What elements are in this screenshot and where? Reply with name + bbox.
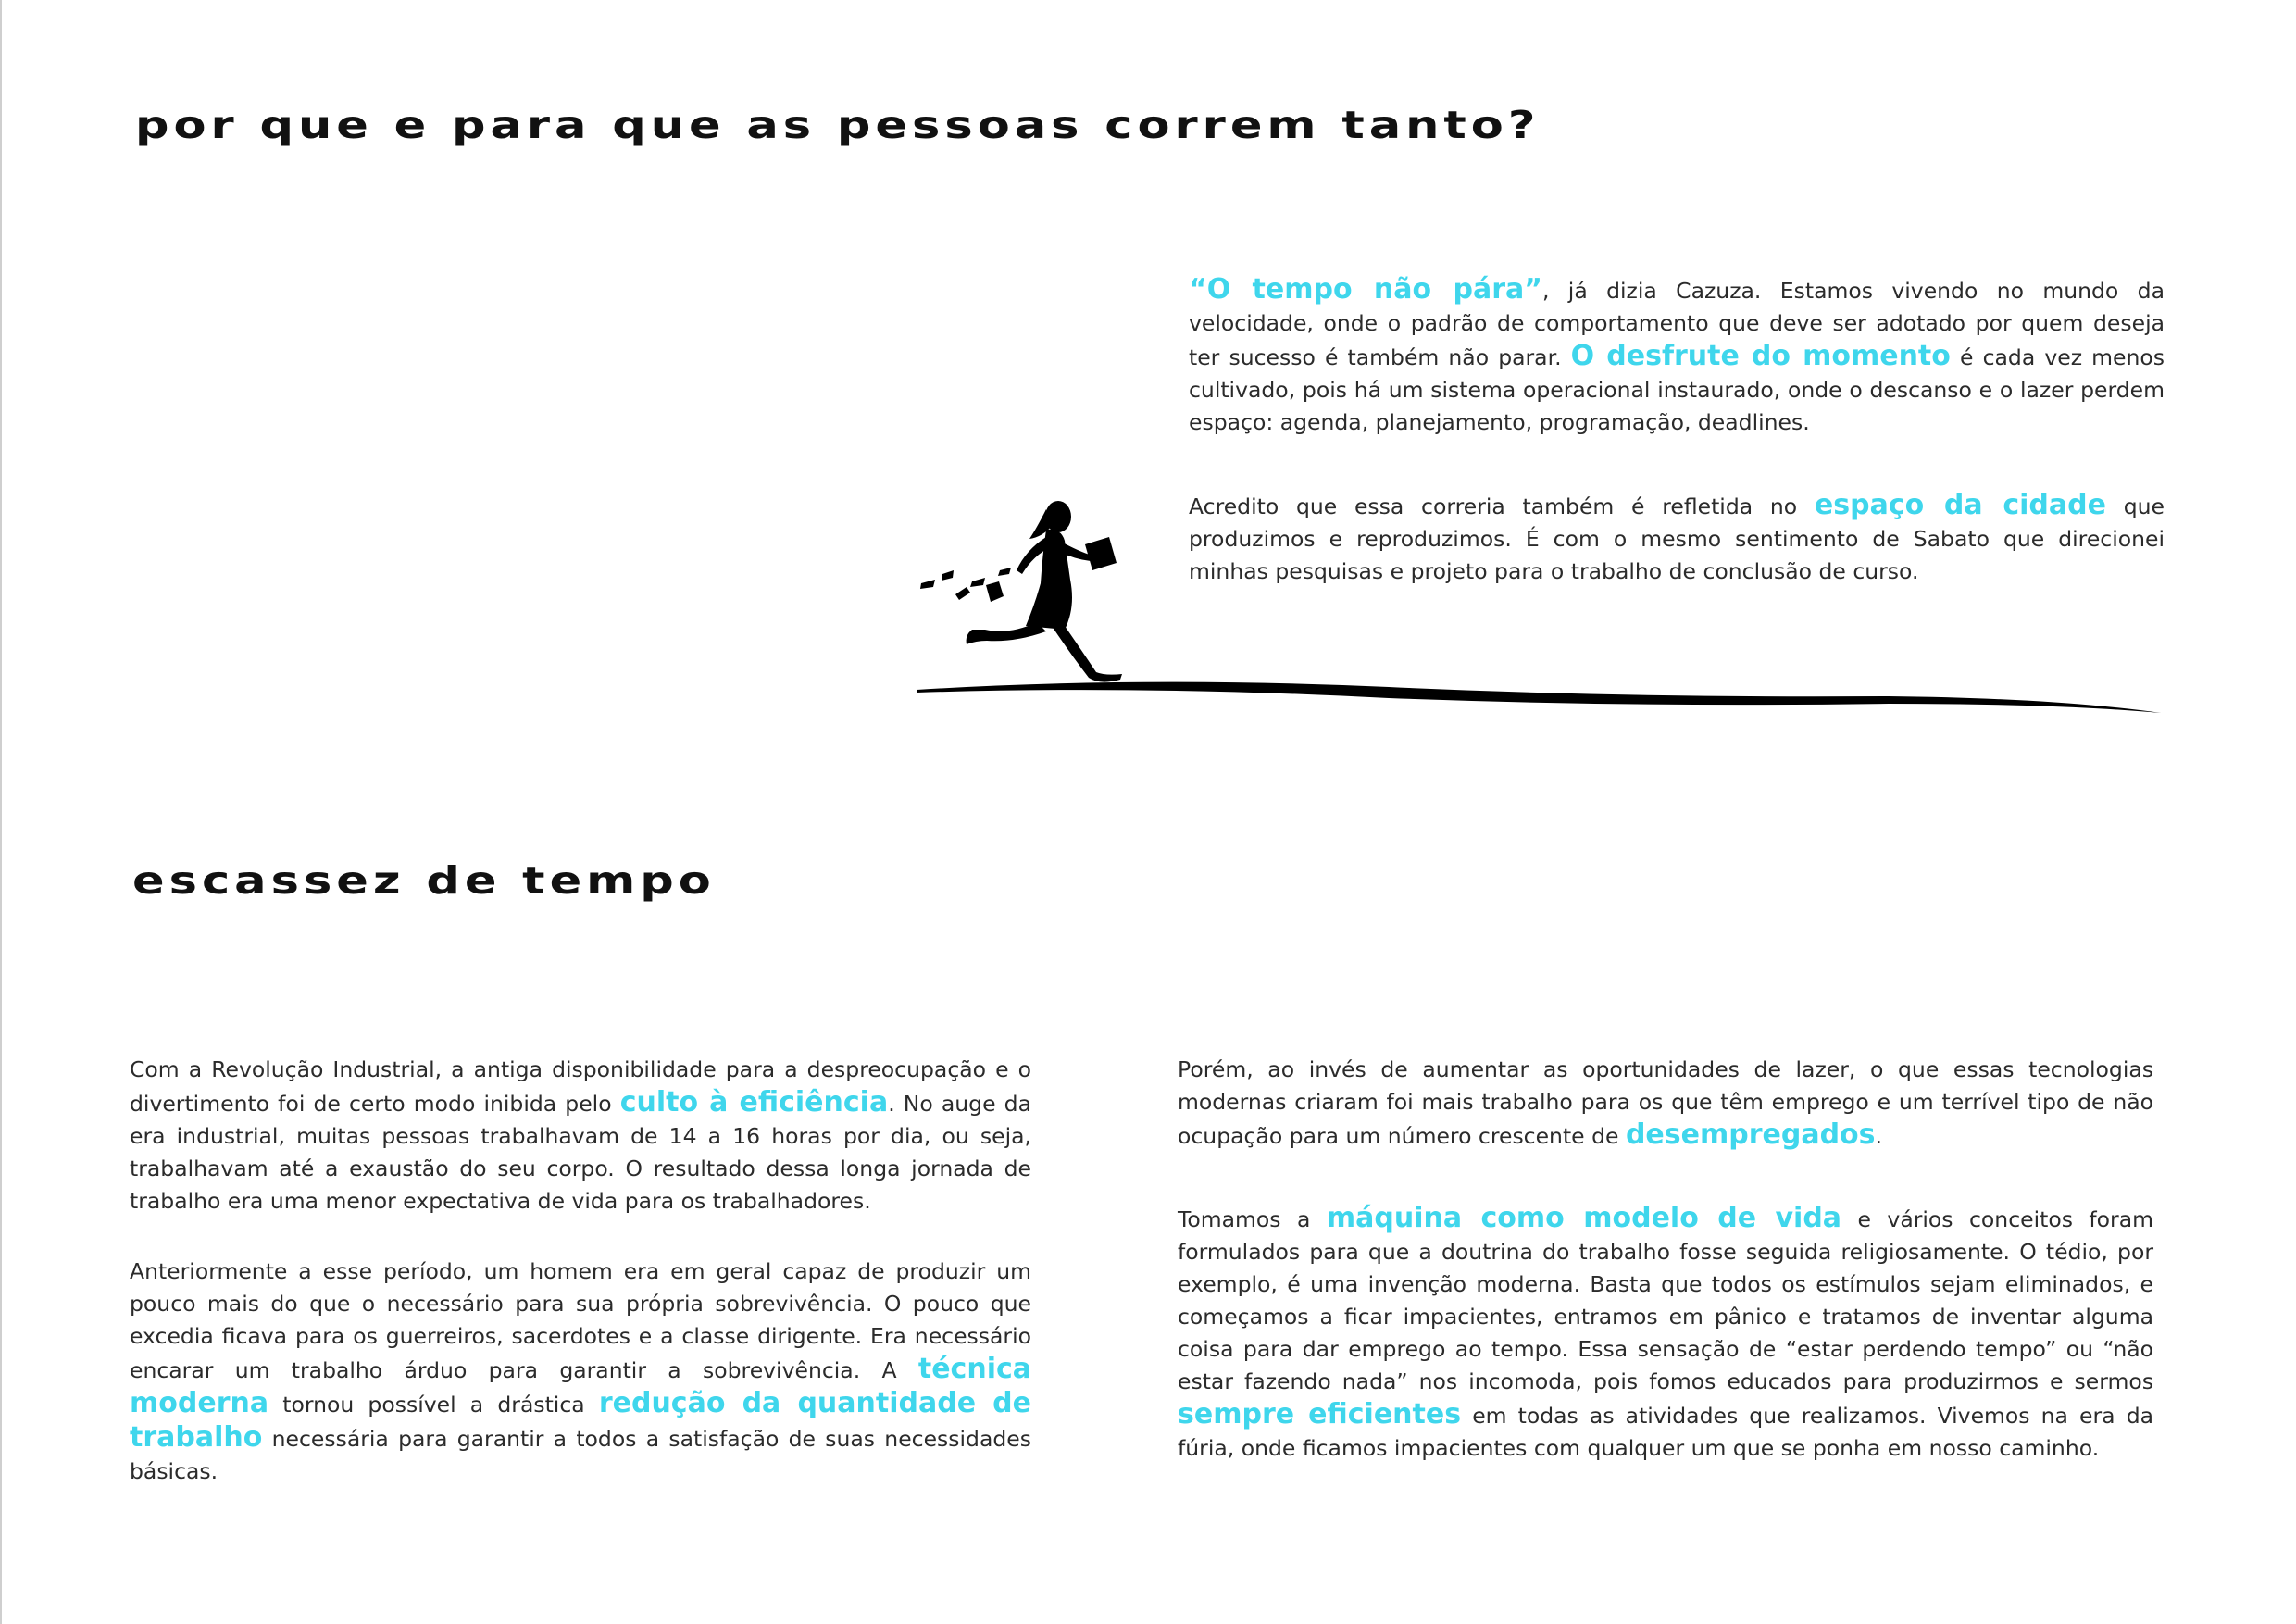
highlight-reducao-da-quantidade-de-trabalho: redução da quantidade de trabalho — [130, 1387, 1031, 1454]
right-p1-text-1: Porém, ao invés de aumentar as oportunidades de lazer, o que essas tecnologias modernas criaram foi mais trabalho para os que têm emprego e um terrível tipo de não ocupação para um número crescente de — [1178, 1056, 2153, 1149]
intro-paragraph-1 — [1189, 273, 2165, 439]
section-left-paragraph-2 — [130, 1255, 1031, 1488]
paper-1-icon — [920, 580, 935, 589]
highlight-espaco-da-cidade: espaço da cidade — [1814, 489, 2106, 521]
highlight-o-tempo-nao-para: “O tempo não pára” — [1189, 273, 1542, 306]
paper-2-icon — [942, 570, 954, 581]
paper-6-icon — [998, 568, 1011, 576]
highlight-tecnica-moderna: técnica moderna — [130, 1353, 1031, 1419]
right-p1-text-2: . — [1875, 1123, 1882, 1149]
left-p1-text-2: . No auge da era industrial, muitas pessoas trabalhavam de 14 a 16 horas por dia, ou seja, trabalhavam até a exaustão do seu corpo. O resultado dessa longa jornada de trabalho era uma menor expectativa de vida para os trabalhadores. — [130, 1091, 1032, 1214]
left-p1-text-1: Com a Revolução Industrial, a antiga disponibilidade para a despreocupação e o divertimento foi de certo modo inibida pelo — [130, 1056, 1031, 1117]
right-p2-text-3: em todas as atividades que realizamos. Vivemos na era da fúria, onde ficamos impacientes com qualquer um que se ponha em nosso caminho. — [1178, 1403, 2154, 1461]
intro-paragraph-1-text-2: é cada vez menos cultivado, pois há um sistema operacional instaurado, onde o descanso e o lazer perdem espaço: agenda, planejamento, programação, deadlines. — [1189, 344, 2165, 435]
right-p2-text-2: e vários conceitos foram formulados para que a doutrina do trabalho fosse seguida religiosamente. O tédio, por exemplo, é uma invenção moderna. Basta que todos os estímulos sejam eliminados, e começamos a ficar impacientes, entramos em pânico e tratamos de inventar alguma coisa para dar emprego ao tempo. Essa sensação de “estar perdendo tempo” ou “não estar fazendo nada” nos incomoda, pois fomos educados para produzirmos e sermos — [1178, 1206, 2154, 1394]
running-woman-silhouette-icon — [907, 491, 2166, 722]
right-p2-text-1: Tomamos a — [1178, 1206, 1327, 1232]
section-heading: escassez de tempo — [132, 859, 716, 904]
paper-3-icon — [955, 587, 970, 600]
section-left-paragraph-1 — [130, 1054, 1031, 1218]
main-heading: por que e para que as pessoas correm tanto? — [135, 104, 1541, 148]
highlight-desfrute-do-momento: O desfrute do momento — [1570, 340, 1951, 372]
intro-paragraph-2-text-1: Acredito que essa correria também é refletida no — [1189, 493, 1815, 519]
left-p2-text-2: tornou possível a drástica — [268, 1392, 599, 1418]
runner-leg-back — [967, 622, 1046, 644]
intro-paragraph-2-text-2: que produzimos e reproduzimos. É com o mesmo sentimento de Sabato que direcionei minhas pesquisas e projeto para o trabalho de conclusão de curso. — [1189, 493, 2165, 584]
highlight-desempregados: desempregados — [1625, 1118, 1876, 1151]
section-right-paragraph-2 — [1178, 1202, 2153, 1465]
highlight-culto-a-eficiencia: culto à eficiência — [619, 1086, 889, 1118]
runner-book — [1085, 537, 1117, 570]
ground-line — [917, 682, 2161, 713]
runner-leg-front — [1052, 626, 1122, 682]
highlight-maquina-como-modelo-de-vida: máquina como modelo de vida — [1326, 1202, 1842, 1234]
left-p2-text-1: Anteriormente a esse período, um homem era em geral capaz de produzir um pouco mais do que o necessário para sua própria sobrevivência. O pouco que excedia ficava para os guerreiros, sacerdotes e a classe dirigente. Era necessário encarar um trabalho árduo para garantir a sobrevivência. A — [130, 1258, 1031, 1383]
highlight-sempre-eficientes: sempre eficientes — [1178, 1398, 1462, 1430]
paper-5-icon — [986, 581, 1004, 602]
section-right-paragraph-1 — [1178, 1054, 2153, 1153]
intro-paragraph-1-text-1: , já dizia Cazuza. Estamos vivendo no mundo da velocidade, onde o padrão de comportamento que deve ser adotado por quem deseja ter sucesso é também não parar. — [1189, 278, 2165, 370]
paper-4-icon — [970, 578, 985, 587]
left-p2-text-3: necessária para garantir a todos a satisfação de suas necessidades básicas. — [130, 1426, 1031, 1484]
page-edge — [0, 0, 2, 1624]
